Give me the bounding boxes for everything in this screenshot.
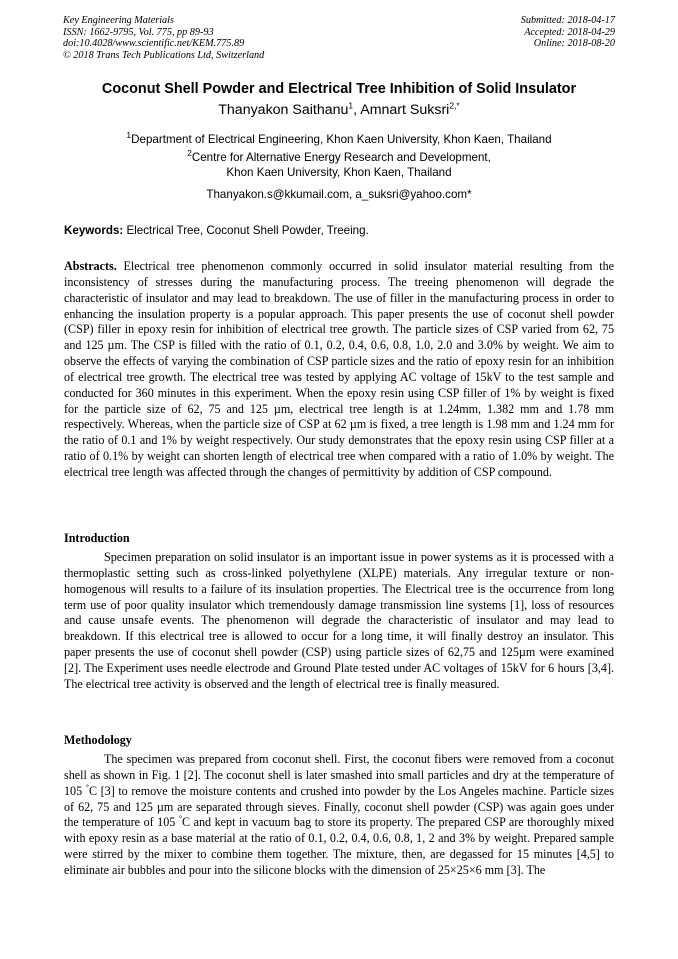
copyright-line: © 2018 Trans Tech Publications Ltd, Switzerland xyxy=(63,49,265,61)
abstract-paragraph xyxy=(64,259,614,481)
keywords-text: Electrical Tree, Coconut Shell Powder, Treeing. xyxy=(123,224,369,237)
methodology-text-3: C and kept in vacuum bag to store its property. The prepared CSP are thoroughly mixed with epoxy resin as a base material at the ratio of 0.1, 0.2, 0.4, 0.6, 0.8, 1, 2 and 3% by weight. Prepared sample were stirred by the mixer to combine them together. The mixture, then, are degassed for 15 minutes [4,5] to eliminate air bubbles and pour into the silicone blocks with the dimension of 25×25×6 mm [3]. The xyxy=(64,815,614,877)
paper-title: Coconut Shell Powder and Electrical Tree Inhibition of Solid Insulator xyxy=(101,81,577,97)
affiliation-1 xyxy=(40,132,638,147)
affiliation-1-mark: 1 xyxy=(126,130,132,141)
issn-line: ISSN: 1662-9795, Vol. 775, pp 89-93 xyxy=(63,26,214,38)
journal-name: Key Engineering Materials xyxy=(63,15,174,26)
methodology-text-1: The specimen was prepared from coconut shell. First, the coconut fibers were removed from a coconut shell as shown in Fig. 1 [2]. The coconut shell is later smashed into small particles and dry at the temperature of 105 xyxy=(64,752,614,798)
journal-info xyxy=(63,15,393,61)
affiliation-2-mark: 2 xyxy=(187,148,192,159)
affiliation-2-line-2: Khon Kaen University, Khon Kaen, Thailand xyxy=(226,166,452,179)
methodology-heading: Methodology xyxy=(64,733,132,747)
degree-symbol: ° xyxy=(85,782,89,792)
abstract-text: Electrical tree phenomenon commonly occurred in solid insulator material resulting from the inconsistency of stresses during the manufacturing process. The treeing phenomenon will degrade the characteristic of insulator and may lead to breakdown. The use of filler in the manufacturing process in order to enhancing the insulation property is a popular approach. This paper presents the use of coconut shell powder (CSP) filler in epoxy resin for inhibition of electrical tree growth. The particle sizes of CSP varied from 62, 75 and 125 µm. The CSP is filled with the ratio of 0.1, 0.2, 0.4, 0.6, 0.8, 1.0, 2.0 and 3.0% by weight. We aim to observe the effects of varying the combination of CSP particle sizes and the ratio of epoxy resin for an inhibition of electrical tree growth. The electrical tree was tested by applying AC voltage of 15kV to the test sample and conducted for 360 minutes in this experiment. When the epoxy resin using CSP filler of 1% by weight is fixed for the particle size of 62, 75 and 125 µm, electrical tree length is at 1.24mm, 1.382 mm and 1.78 mm respectively. Whereas, when the particle size of CSP at 62 µm is fixed, a tree length is 1.98 mm and 1.24 mm for the ratio of 0.1 and 1% by weight respectively. Our study demonstrates that the epoxy resin using CSP filler at a ratio of 0.1% by weight can shorten length of electrical tree when compared with a ratio of 1.0% by weight. The electrical tree length was affected through the changes of permittivity by addition of CSP compound. xyxy=(64,259,614,479)
author-emails: Thanyakon.s@kkumail.com, a_suksri@yahoo.com* xyxy=(206,188,472,201)
author-separator: , xyxy=(353,102,361,118)
accepted-date: Accepted: 2018-04-29 xyxy=(524,26,615,38)
degree-symbol: ° xyxy=(178,814,183,824)
submitted-date: Submitted: 2018-04-17 xyxy=(520,15,615,26)
author-1-affil-mark: 1 xyxy=(348,100,354,111)
publication-dates xyxy=(365,15,615,50)
abstract-label: Abstracts. xyxy=(64,259,117,273)
introduction-paragraph: Specimen preparation on solid insulator is an important issue in power systems as it is processed with a thermoplastic setting such as cross-linked polyethylene (XLPE) materials. Any irregular texture or non-homogenous will results to a failure of its insulation properties. The Electrical tree is the occurrence from long term use of poor quality insulator which tremendously damage transmission line systems [1], loss of resources and cause unsafe events. The phenomenon will degrade the characteristic of insulator and may lead to breakdown. If this electrical tree is allowed to occur for a long time, it will finally destroy an insulator. This paper presents the use of coconut shell powder (CSP) using particle sizes of 62,75 and 125µm were examined [2]. The Experiment uses needle electrode and Ground Plate tested under AC voltages of 15kV for 6 hours [3,4]. The electrical tree activity is observed and the length of electrical tree is finally measured. xyxy=(64,550,614,691)
keywords-label: Keywords: xyxy=(64,224,124,237)
author-2-affil-mark: 2,* xyxy=(449,100,460,111)
doi-line: doi:10.4028/www.scientific.net/KEM.775.89 xyxy=(63,38,245,49)
affiliation-2 xyxy=(40,150,638,165)
author-list xyxy=(40,101,638,119)
affiliation-1-text: Department of Electrical Engineering, Khon Kaen University, Khon Kaen, Thailand xyxy=(131,133,552,146)
methodology-text-2: C [3] to remove the moisture contents and crushed into powder by the Los Angeles machine. Particle sizes of 62, 75 and 125 µm are separated through sieves. Finally, coconut shell powder (CSP) was again goes under the temperature of 105 xyxy=(64,783,614,830)
methodology-paragraph xyxy=(64,752,614,879)
affiliation-2-text: Centre for Alternative Energy Research and Development, xyxy=(191,151,491,164)
author-1: Thanyakon Saithanu xyxy=(218,102,349,118)
author-2: Amnart Suksri xyxy=(360,102,450,118)
online-date: Online: 2018-08-20 xyxy=(533,38,615,49)
keywords xyxy=(64,223,624,238)
introduction-heading: Introduction xyxy=(64,531,130,545)
